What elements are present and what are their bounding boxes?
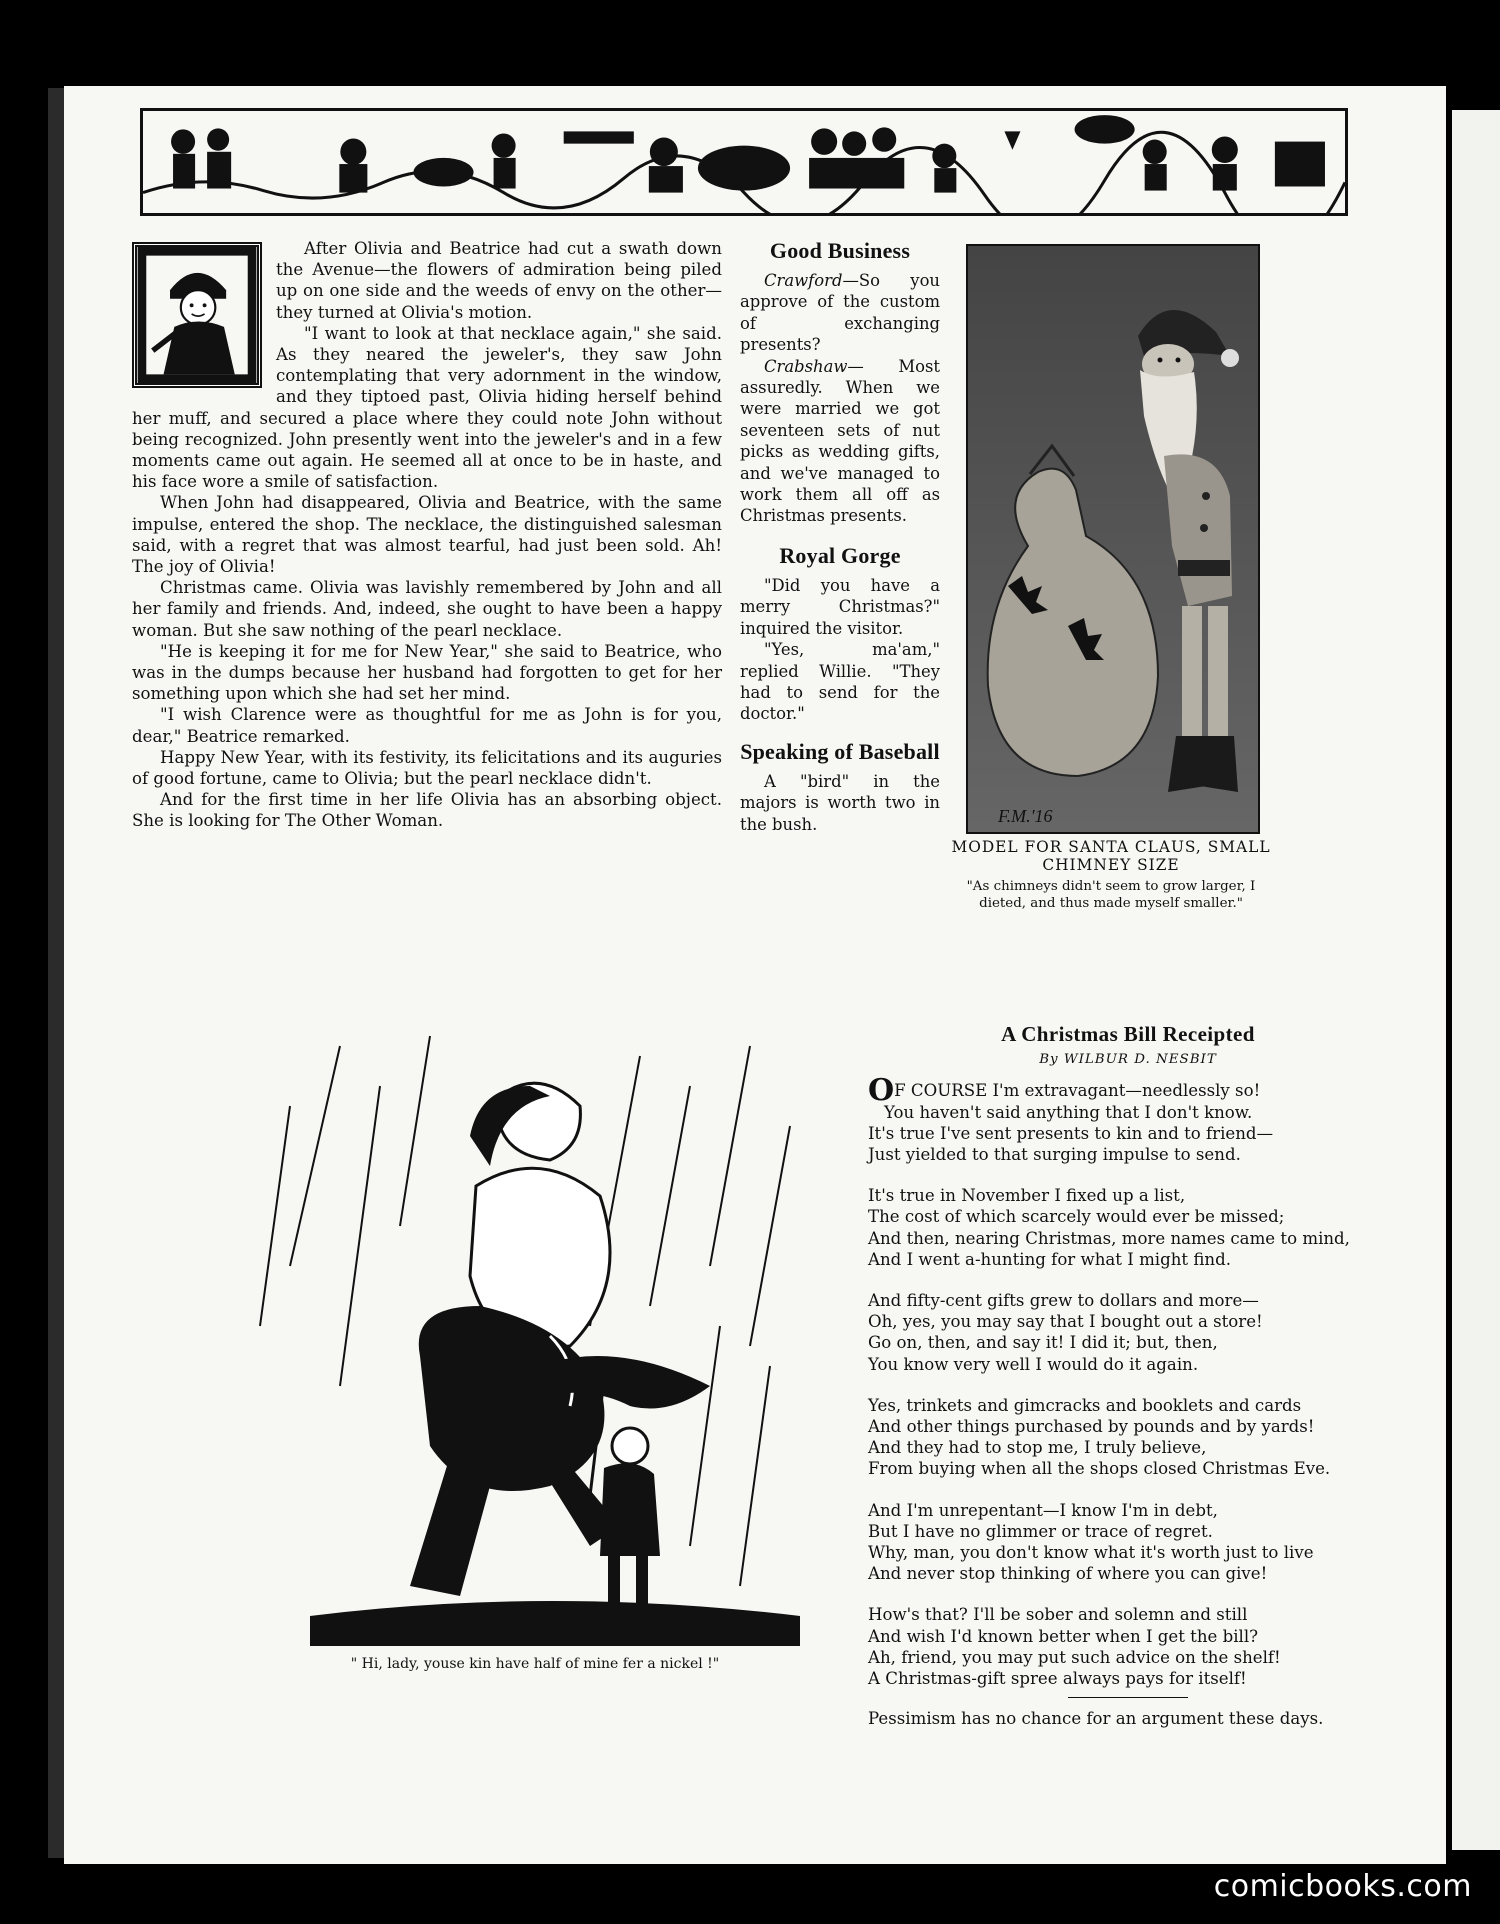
poem-dropcap: O: [868, 1073, 895, 1109]
story-paragraph: After Olivia and Beatrice had cut a swath down the Avenue—the flowers of admiration being piled up on one side and the weeds of envy on the other—they turned at Olivia's motion.: [276, 239, 722, 322]
story-paragraph: Happy New Year, with its festivity, its felicitations and its auguries of good fortune, came to Olivia; but the pearl necklace didn't.: [132, 747, 722, 789]
lady-and-boy-illustration: [250, 1026, 820, 1646]
poem-stanza: [868, 1604, 1388, 1689]
rain-cartoon: [250, 1026, 820, 1646]
poem-line: Just yielded to that surging impulse to send.: [868, 1145, 1241, 1165]
poem-line: Why, man, you don't know what it's worth just to live: [868, 1543, 1314, 1563]
woman-portrait-vignette: [137, 247, 257, 383]
poem-stanza: [868, 1290, 1388, 1375]
joke-title-good-business: Good Business: [769, 238, 911, 263]
santa-caption-block: [944, 838, 1278, 912]
cartoon-caption: " Hi, lady, youse kin have half of mine fer a nickel !": [350, 1656, 720, 1672]
poem-line: You know very well I would do it again.: [868, 1354, 1199, 1374]
story-paragraph: "I wish Clarence were as thoughtful for me as John is for you, dear," Beatrice remarked.: [132, 705, 722, 746]
story-paragraph: And for the first time in her life Olivia has an absorbing object. She is looking for The Other Woman.: [132, 790, 722, 831]
poem-line-text: F COURSE I'm extravagant—needlessly so!: [894, 1081, 1261, 1101]
poem-line: Ah, friend, you may put such advice on the shelf!: [868, 1647, 1281, 1667]
poem-line: And they had to stop me, I truly believe,: [868, 1438, 1207, 1458]
poem-stanza: [868, 1500, 1388, 1585]
poem-line: How's that? I'll be sober and solemn and still: [868, 1605, 1248, 1625]
santa-quote: "As chimneys didn't seem to grow larger, I dieted, and thus made myself smaller.": [966, 879, 1256, 911]
joke-line: A "bird" in the majors is worth two in the bush.: [740, 771, 940, 834]
story-paragraph: "He is keeping it for me for New Year," she said to Beatrice, who was in the dumps because her husband had forgotten to get for her something upon which she had set her mind.: [132, 641, 722, 704]
poem-byline: By WILBUR D. NESBIT: [1039, 1052, 1217, 1068]
joke-line: [740, 356, 940, 527]
poem-line: And fifty-cent gifts grew to dollars and more—: [868, 1291, 1259, 1311]
poem-stanza: [868, 1073, 1388, 1165]
santa-drawing: [968, 246, 1258, 832]
speaker-name: Crabshaw: [764, 356, 848, 376]
poem-line: But I have no glimmer or trace of regret.: [868, 1521, 1213, 1541]
joke-title-royal-gorge: Royal Gorge: [779, 542, 901, 568]
poem-line: And wish I'd known better when I get the bill?: [868, 1626, 1259, 1646]
santa-signature: F.M.'16: [998, 806, 1053, 826]
joke-line: "Did you have a merry Christmas?" inquired the visitor.: [740, 575, 940, 638]
joke-title-baseball: Speaking of Baseball: [740, 738, 940, 764]
story-paragraph: "I want to look at that necklace again," she said. As they neared the jeweler's, they saw John contemplating that very adornment in the window, and they tiptoed past, Olivia hiding herself behind her muff, and secured a place where they could note John without being recognized. John presently went into the jeweler's and in a few moments came out again. He seemed all at once to be in haste, and his face wore a smile of satisfaction.: [132, 323, 722, 492]
poem-line: And then, nearing Christmas, more names came to mind,: [868, 1228, 1350, 1248]
poem-block: [868, 1024, 1388, 1729]
poem-line: From buying when all the shops closed Christmas Eve.: [868, 1459, 1331, 1479]
poem-line: [868, 1073, 1388, 1109]
facing-page-edge: [1452, 110, 1500, 1850]
joke-line: "Yes, ma'am," replied Willie. "They had to send for the doctor.": [740, 640, 940, 724]
poem-line: A Christmas-gift spree always pays for itself!: [868, 1669, 1247, 1689]
poem-line: Yes, trinkets and gimcracks and booklets and cards: [868, 1395, 1302, 1415]
story-paragraph: Christmas came. Olivia was lavishly remembered by John and all her family and friends. And, indeed, she ought to have been a happy woman. But she saw nothing of the pearl necklace.: [132, 578, 722, 640]
poem-line: Oh, yes, you may say that I bought out a store!: [868, 1312, 1263, 1332]
illustrated-initial: [132, 242, 262, 388]
poem-line: You haven't said anything that I don't know.: [884, 1102, 1253, 1122]
poem-line: It's true I've sent presents to kin and to friend—: [868, 1123, 1274, 1143]
poem-stanza: [868, 1395, 1388, 1480]
poem-line: Go on, then, and say it! I did it; but, then,: [868, 1333, 1218, 1353]
santa-illustration: [966, 244, 1260, 834]
poem-line: And I'm unrepentant—I know I'm in debt,: [868, 1500, 1218, 1520]
joke-text: —So you approve of the custom of exchanging presents?: [740, 271, 940, 355]
poem-line: The cost of which scarcely would ever be missed;: [868, 1207, 1285, 1227]
santa-caption: MODEL FOR SANTA CLAUS, SMALL CHIMNEY SIZE: [951, 838, 1271, 874]
poem-title: A Christmas Bill Receipted: [1001, 1022, 1255, 1046]
poem-line: And never stop thinking of where you can give!: [868, 1564, 1268, 1584]
speaker-name: Crawford: [764, 271, 843, 290]
banner-illustration: [143, 111, 1345, 213]
poem-line: And other things purchased by pounds and by yards!: [868, 1417, 1315, 1437]
closing-tagline: Pessimism has no chance for an argument these days.: [868, 1709, 1324, 1729]
decorative-banner: [140, 108, 1348, 216]
story-paragraph: When John had disappeared, Olivia and Beatrice, with the same impulse, entered the shop. The necklace, the distinguished salesman said, with a regret that was almost tearful, had just been sold. Ah! The joy of Olivia!: [132, 493, 722, 577]
joke-line: [740, 270, 940, 356]
divider-rule: [1068, 1697, 1188, 1698]
joke-text: — Most assuredly. When we were married we got seventeen sets of nut picks as wedding gifts, and we've managed to work them all off as Christmas presents.: [740, 356, 940, 526]
poem-stanza: [868, 1185, 1388, 1270]
poem-line: It's true in November I fixed up a list,: [868, 1186, 1186, 1206]
jokes-column: [740, 238, 940, 835]
site-watermark: comicbooks.com: [1213, 1869, 1472, 1904]
poem-line: And I went a-hunting for what I might find.: [868, 1249, 1232, 1269]
story-column: [132, 238, 722, 832]
